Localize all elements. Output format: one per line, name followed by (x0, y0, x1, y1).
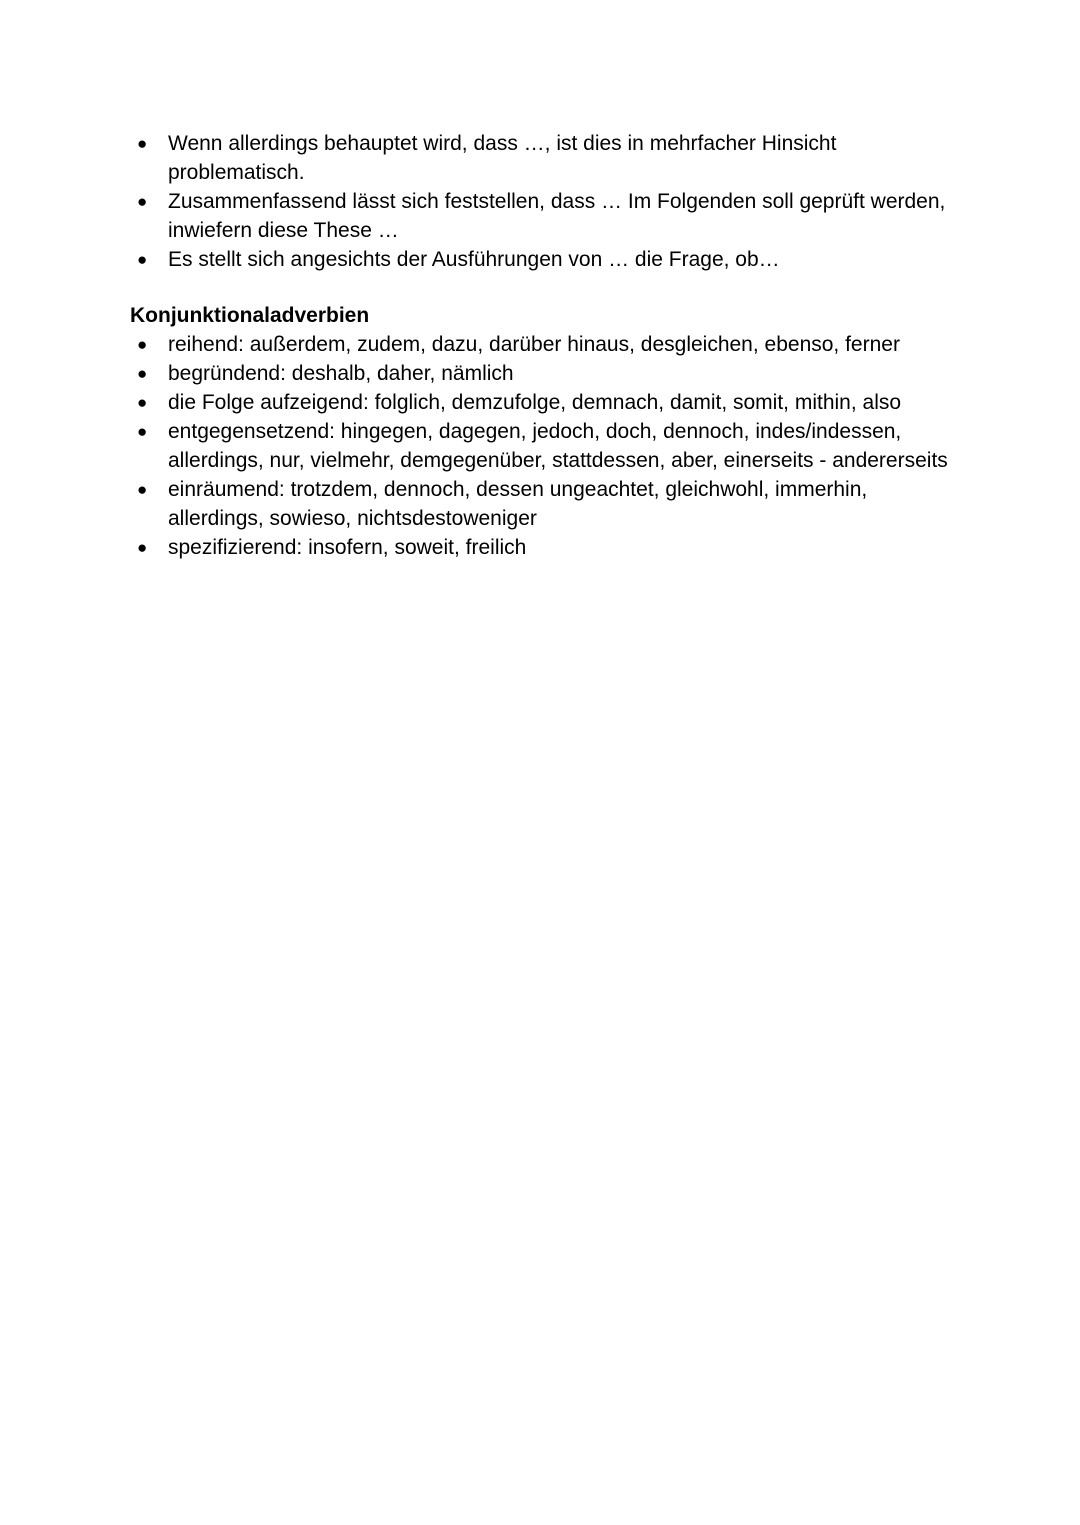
bullet-icon: ● (137, 422, 148, 441)
bullet-icon: ● (137, 335, 148, 354)
bullet-icon: ● (137, 192, 148, 211)
bullet-icon: ● (137, 480, 148, 499)
list-item (130, 388, 950, 417)
list-item-text: Es stellt sich angesichts der Ausführungen von … die Frage, ob… (168, 248, 780, 271)
list-item (130, 533, 950, 562)
list-item-text: Zusammenfassend lässt sich feststellen, dass … Im Folgenden soll geprüft werden, inwiefern diese These … (168, 190, 946, 242)
list-item-text: reihend: außerdem, zudem, dazu, darüber hinaus, desgleichen, ebenso, ferner (168, 333, 900, 356)
list-item-text: entgegensetzend: hingegen, dagegen, jedoch, doch, dennoch, indes/indessen, allerdings, nur, vielmehr, demgegenüber, stattdessen, aber, einerseits - andererseits (168, 420, 948, 472)
list-item-text: Wenn allerdings behauptet wird, dass …, ist dies in mehrfacher Hinsicht problematisch. (168, 132, 837, 184)
list-item-text: begründend: deshalb, daher, nämlich (168, 362, 514, 385)
bullet-icon: ● (137, 538, 148, 557)
bullet-icon: ● (137, 393, 148, 412)
bullet-icon: ● (137, 134, 148, 153)
list-item-text: die Folge aufzeigend: folglich, demzufolge, demnach, damit, somit, mithin, also (168, 391, 902, 414)
list-item (130, 187, 950, 245)
adverbs-list (130, 330, 950, 562)
list-item (130, 129, 950, 187)
bullet-icon: ● (137, 250, 148, 269)
section-heading: Konjunktionaladverbien (130, 304, 370, 327)
list-item-text: spezifizierend: insofern, soweit, freilich (168, 536, 527, 559)
list-item (130, 330, 950, 359)
list-item (130, 359, 950, 388)
bullet-icon: ● (137, 364, 148, 383)
list-item (130, 245, 950, 274)
list-item (130, 417, 950, 475)
list-item (130, 475, 950, 533)
phrases-list (130, 129, 950, 274)
list-item-text: einräumend: trotzdem, dennoch, dessen ungeachtet, gleichwohl, immerhin, allerdings, sowieso, nichtsdestoweniger (168, 478, 868, 530)
